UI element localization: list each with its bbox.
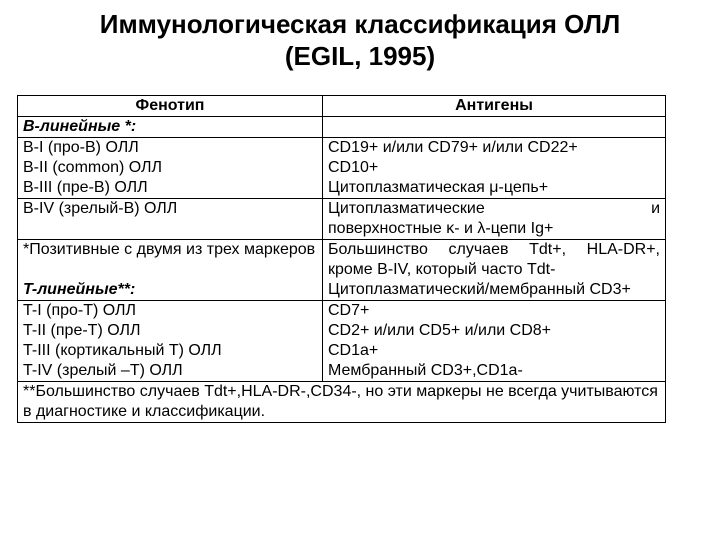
header-antigens: Антигены	[323, 96, 666, 117]
table-row	[18, 301, 666, 382]
antigens-t2: CD2+ и/или CD5+ и/или CD8+	[328, 322, 552, 339]
t-group-antigens: Цитоплазматический/мембранный CD3+	[328, 281, 631, 298]
antigens-cell	[323, 199, 666, 240]
classification-table	[17, 95, 666, 423]
phenotype-cell	[18, 138, 323, 199]
phenotype-cell	[18, 301, 323, 382]
phenotype-t1: T-I (про-T) ОЛЛ	[23, 302, 137, 319]
t-group-label: T-линейные**:	[23, 281, 136, 298]
antigens-cell	[323, 301, 666, 382]
phenotype-cell	[18, 240, 323, 301]
title-line-2: (EGIL, 1995)	[284, 41, 436, 71]
table-row	[18, 199, 666, 240]
phenotype-b3: B-III (пре-B) ОЛЛ	[23, 179, 148, 196]
antigens-cell	[323, 240, 666, 301]
antigens-b2: CD10+	[328, 159, 379, 176]
footnote-row	[18, 382, 666, 423]
antigens-t4: Мембранный CD3+,CD1a-	[328, 362, 523, 379]
b-group-row	[18, 117, 666, 138]
b-note-antigens: Большинство случаев Tdt+, HLA-DR+, кроме B-IV, который часто Tdt-	[328, 241, 660, 278]
b-note: *Позитивные с двумя из трех маркеров	[23, 241, 316, 258]
phenotype-t2: T-II (пре-T) ОЛЛ	[23, 322, 141, 339]
antigens-b3: Цитоплазматическая μ-цепь+	[328, 179, 549, 196]
antigens-b4-line2: поверхностные κ- и λ-цепи Ig+	[328, 220, 554, 237]
antigens-t1: CD7+	[328, 302, 370, 319]
phenotype-t4: T-IV (зрелый –T) ОЛЛ	[23, 362, 183, 379]
phenotype-t3: T-III (кортикальный T) ОЛЛ	[23, 342, 222, 359]
phenotype-b2: B-II (common) ОЛЛ	[23, 159, 163, 176]
table-row	[18, 138, 666, 199]
antigens-b4-line1: Цитоплазматические и	[328, 200, 660, 217]
antigens-cell	[323, 138, 666, 199]
b-group-antigens	[323, 117, 666, 138]
header-phenotype: Фенотип	[18, 96, 323, 117]
page-title	[0, 8, 720, 72]
footnote: **Большинство случаев Tdt+,HLA-DR-,CD34-, но эти маркеры не всегда учитываются в диагностике и классификации.	[18, 382, 666, 423]
antigens-b1: CD19+ и/или CD79+ и/или CD22+	[328, 139, 578, 156]
phenotype-b1: B-I (про-B) ОЛЛ	[23, 139, 139, 156]
table-header-row	[18, 96, 666, 117]
phenotype-b4: B-IV (зрелый-B) ОЛЛ	[18, 199, 323, 240]
b-group-label: B-линейные *:	[18, 117, 323, 138]
table-row	[18, 240, 666, 301]
antigens-t3: CD1a+	[328, 342, 379, 359]
title-line-1: Иммунологическая классификация ОЛЛ	[99, 9, 621, 39]
